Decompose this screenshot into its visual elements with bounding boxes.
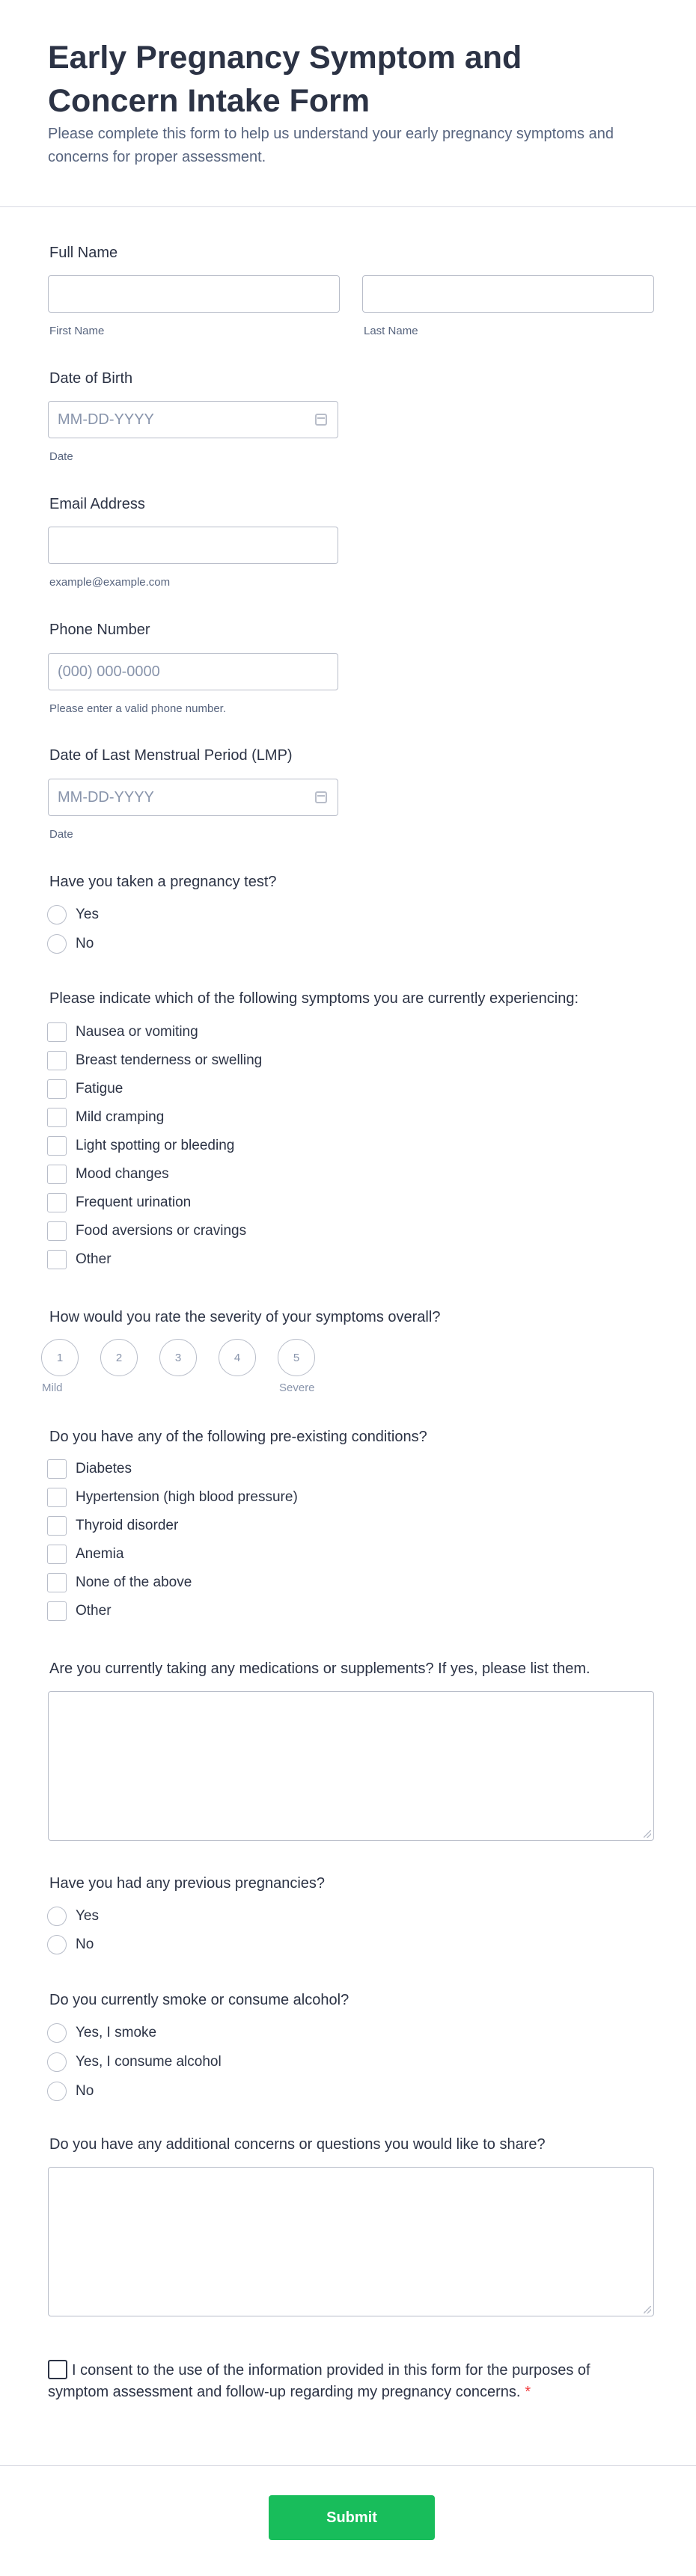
- lmp-sublabel: Date: [49, 828, 73, 841]
- previous-pregnancies-label: Have you had any previous pregnancies?: [49, 1875, 326, 1892]
- checkbox-label: Mood changes: [76, 1166, 169, 1182]
- severity-option-2[interactable]: 2: [100, 1339, 138, 1376]
- radio-label: Yes: [76, 1908, 99, 1924]
- symptom-checkbox[interactable]: [47, 1193, 67, 1212]
- radio-label: Yes, I consume alcohol: [76, 2054, 222, 2070]
- header-divider: [0, 206, 696, 207]
- first-name-sublabel: First Name: [49, 325, 105, 337]
- lmp-label: Date of Last Menstrual Period (LMP): [49, 747, 293, 764]
- symptom-checkbox[interactable]: [47, 1079, 67, 1099]
- smoke-radio[interactable]: [47, 2023, 67, 2043]
- severity-option-5[interactable]: 5: [278, 1339, 315, 1376]
- submit-button[interactable]: Submit: [269, 2495, 435, 2540]
- lmp-placeholder: MM-DD-YYYY: [58, 788, 154, 806]
- checkbox-label: Other: [76, 1251, 112, 1267]
- full-name-label: Full Name: [49, 245, 118, 261]
- radio-label: No: [76, 2083, 94, 2099]
- concerns-label: Do you have any additional concerns or questions you would like to share?: [49, 2136, 546, 2153]
- email-label: Email Address: [49, 496, 145, 512]
- phone-input[interactable]: [48, 653, 338, 690]
- lmp-input[interactable]: [48, 779, 338, 816]
- severity-label: How would you rate the severity of your symptoms overall?: [49, 1309, 441, 1325]
- condition-checkbox[interactable]: [47, 1488, 67, 1507]
- severity-option-3[interactable]: 3: [159, 1339, 197, 1376]
- required-mark: *: [525, 2384, 531, 2400]
- resize-handle-icon[interactable]: [644, 1830, 651, 1838]
- previous-pregnancies-yes-radio[interactable]: [47, 1907, 67, 1926]
- dob-label: Date of Birth: [49, 370, 133, 387]
- checkbox-label: Food aversions or cravings: [76, 1223, 247, 1239]
- checkbox-label: Fatigue: [76, 1081, 123, 1097]
- checkbox-label: Diabetes: [76, 1461, 132, 1476]
- email-sublabel: example@example.com: [49, 576, 171, 589]
- condition-checkbox[interactable]: [47, 1545, 67, 1564]
- smoke-alcohol-label: Do you currently smoke or consume alcohol?: [49, 1992, 349, 2008]
- symptom-checkbox[interactable]: [47, 1108, 67, 1127]
- checkbox-label: Anemia: [76, 1546, 124, 1562]
- medications-textarea[interactable]: [48, 1691, 654, 1841]
- resize-handle-icon[interactable]: [644, 2306, 651, 2313]
- consent-checkbox[interactable]: [48, 2360, 67, 2379]
- alcohol-radio[interactable]: [47, 2052, 67, 2072]
- email-input[interactable]: [48, 527, 338, 564]
- page-subtitle: Please complete this form to help us understand your early pregnancy symptoms and concerns for proper assessment.: [48, 126, 614, 165]
- medications-label: Are you currently taking any medications or supplements? If yes, please list them.: [49, 1660, 590, 1677]
- last-name-input[interactable]: [362, 275, 654, 313]
- symptom-checkbox[interactable]: [47, 1022, 67, 1042]
- concerns-textarea[interactable]: [48, 2167, 654, 2316]
- dob-placeholder: MM-DD-YYYY: [58, 411, 154, 428]
- condition-checkbox[interactable]: [47, 1601, 67, 1621]
- consent-text: I consent to the use of the information provided in this form for the purposes of symptom assessment and follow-up regarding my pregnancy concerns.: [48, 2362, 590, 2400]
- checkbox-label: Thyroid disorder: [76, 1518, 179, 1533]
- condition-checkbox[interactable]: [47, 1459, 67, 1479]
- severity-max-label: Severe: [279, 1381, 315, 1394]
- checkbox-label: Nausea or vomiting: [76, 1024, 198, 1040]
- severity-min-label: Mild: [42, 1381, 63, 1394]
- radio-label: Yes, I smoke: [76, 2025, 157, 2040]
- radio-label: Yes: [76, 907, 99, 922]
- severity-option-4[interactable]: 4: [219, 1339, 256, 1376]
- conditions-label: Do you have any of the following pre-existing conditions?: [49, 1429, 427, 1445]
- checkbox-label: Hypertension (high blood pressure): [76, 1489, 298, 1505]
- calendar-icon[interactable]: [315, 414, 327, 426]
- footer-divider: [0, 2465, 696, 2466]
- symptom-checkbox[interactable]: [47, 1136, 67, 1156]
- checkbox-label: Light spotting or bleeding: [76, 1138, 235, 1153]
- radio-label: No: [76, 1936, 94, 1952]
- dob-sublabel: Date: [49, 450, 73, 463]
- page-title: Early Pregnancy Symptom and Concern Intake Form: [48, 40, 522, 119]
- symptom-checkbox[interactable]: [47, 1221, 67, 1241]
- checkbox-label: Breast tenderness or swelling: [76, 1052, 263, 1068]
- no-smoke-alcohol-radio[interactable]: [47, 2082, 67, 2101]
- phone-label: Phone Number: [49, 622, 150, 638]
- radio-label: No: [76, 936, 94, 951]
- pregnancy-test-no-radio[interactable]: [47, 934, 67, 954]
- pregnancy-test-yes-radio[interactable]: [47, 905, 67, 924]
- pregnancy-test-label: Have you taken a pregnancy test?: [49, 874, 277, 890]
- checkbox-label: Frequent urination: [76, 1195, 192, 1210]
- severity-option-1[interactable]: 1: [41, 1339, 79, 1376]
- symptoms-label: Please indicate which of the following symptoms you are currently experiencing:: [49, 990, 579, 1007]
- checkbox-label: Mild cramping: [76, 1109, 165, 1125]
- condition-checkbox[interactable]: [47, 1573, 67, 1592]
- checkbox-label: None of the above: [76, 1574, 192, 1590]
- previous-pregnancies-no-radio[interactable]: [47, 1935, 67, 1954]
- consent-field: [48, 2360, 617, 2403]
- calendar-icon[interactable]: [315, 791, 327, 803]
- phone-sublabel: Please enter a valid phone number.: [49, 702, 226, 715]
- last-name-sublabel: Last Name: [364, 325, 418, 337]
- first-name-input[interactable]: [48, 275, 340, 313]
- phone-placeholder: (000) 000-0000: [58, 663, 160, 680]
- dob-input[interactable]: [48, 401, 338, 438]
- symptom-checkbox[interactable]: [47, 1165, 67, 1184]
- symptom-checkbox[interactable]: [47, 1250, 67, 1269]
- symptom-checkbox[interactable]: [47, 1051, 67, 1070]
- condition-checkbox[interactable]: [47, 1516, 67, 1536]
- checkbox-label: Other: [76, 1603, 112, 1619]
